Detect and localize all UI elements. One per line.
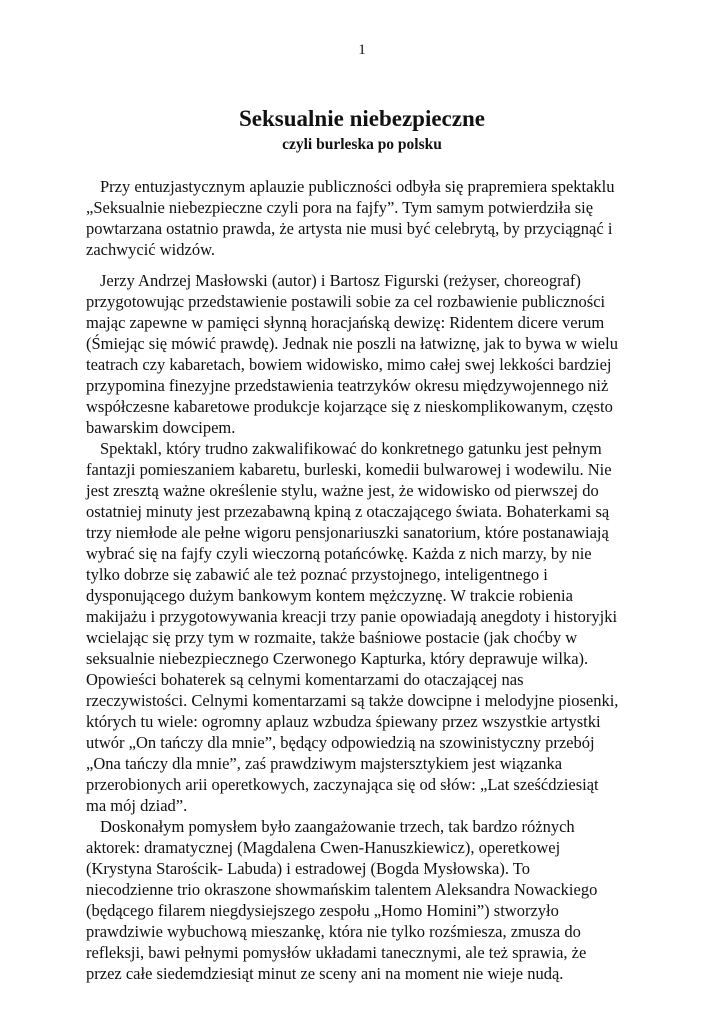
- text-line: Opowieści bohaterek są celnymi komentarzami do otaczającej nas: [86, 670, 524, 689]
- page-number: 1: [358, 42, 366, 58]
- text-line: (Śmiejąc się mówić prawdę). Jednak nie poszli na łatwiznę, jak to bywa w wielu: [86, 334, 618, 353]
- text-line: powtarzana ostatnio prawda, że artysta nie musi być celebrytą, by przyciągnąć i: [86, 219, 613, 238]
- text-line: prawdziwie wybuchową mieszankę, która nie tylko rozśmiesza, zmusza do: [86, 922, 581, 941]
- text-line: (będącego filarem niegdysiejszego zespołu „Homo Homini”) stworzyło: [86, 901, 559, 920]
- text-line: dysponującego dużym bankowym kontem mężczyznę. W trakcie robienia: [86, 586, 573, 605]
- text-line: Doskonałym pomysłem było zaangażowanie trzech, tak bardzo różnych: [100, 817, 575, 836]
- text-line: makijażu i przygotowywania kreacji trzy panie opowiadają anegdoty i historyjki: [86, 607, 618, 626]
- text-line: trzy niemłode ale pełne wigoru pensjonariuszki sanatorium, które postanawiają: [86, 523, 609, 542]
- text-line: ostatniej minuty jest przezabawną kpiną z otaczającego świata. Bohaterkami są: [86, 502, 610, 521]
- text-line: seksualnie niebezpiecznego Czerwonego Kapturka, który deprawuje wilka).: [86, 649, 589, 668]
- text-line: ma mój dziad”.: [86, 796, 188, 815]
- article-subtitle: czyli burleska po polsku: [282, 136, 442, 153]
- text-line: aktorek: dramatycznej (Magdalena Cwen-Hanuszkiewicz), operetkowej: [86, 838, 561, 857]
- text-line: Przy entuzjastycznym aplauzie publiczności odbyła się prapremiera spektaklu: [100, 177, 615, 196]
- text-line: niecodzienne trio okraszone showmańskim talentem Aleksandra Nowackiego: [86, 880, 598, 899]
- text-line: których tu wiele: ogromny aplauz wzbudza śpiewany przez wszystkie artystki: [86, 712, 601, 731]
- text-line: utwór „On tańczy dla mnie”, będący odpowiedzią na szowinistyczny przebój: [86, 733, 595, 752]
- text-line: przypomina finezyjne przedstawienia teatrzyków okresu międzywojennego niż: [86, 376, 609, 395]
- text-line: mając zapewne w pamięci słynną horacjańską dewizę: Ridentem dicere verum: [86, 313, 605, 332]
- text-line: przygotowując przedstawienie postawili sobie za cel rozbawienie publiczności: [86, 292, 606, 311]
- text-line: teatrach czy kabaretach, bowiem widowisko, mimo całej swej lekkości bardziej: [86, 355, 612, 374]
- text-line: przerobionych arii operetkowych, zaczynająca się od słów: „Lat sześćdziesiąt: [86, 775, 599, 794]
- paragraph-lines: [86, 270, 646, 438]
- text-line: fantazji pomieszaniem kabaretu, burleski, komedii bulwarowej i wodewilu. Nie: [86, 460, 612, 479]
- text-line: przez całe siedemdziesiąt minut ze sceny ani na moment nie wieje nudą.: [86, 964, 564, 983]
- paragraph-body: [86, 270, 646, 984]
- text-line: zachwycić widzów.: [86, 240, 216, 259]
- paragraph-lines: [86, 438, 646, 816]
- text-line: współczesne kabaretowe produkcje kojarzące się z nieskomplikowanym, często: [86, 397, 613, 416]
- text-line: Spektakl, który trudno zakwalifikować do konkretnego gatunku jest pełnym: [100, 439, 602, 458]
- paragraph-intro: [86, 176, 646, 260]
- text-line: (Krystyna Starościk- Labuda) i estradowej (Bogda Mysłowska). To: [86, 859, 530, 878]
- paragraph-lines: [86, 816, 646, 984]
- text-line: bawarskim dowcipem.: [86, 418, 236, 437]
- text-line: „Seksualnie niebezpieczne czyli pora na fajfy”. Tym samym potwierdziła się: [86, 198, 594, 217]
- text-line: wybrać się na fajfy czyli wieczorną potańcówkę. Każda z nich marzy, by nie: [86, 544, 592, 563]
- text-line: jest zresztą ważne określenie stylu, ważne jest, że widowisko od pierwszej do: [86, 481, 599, 500]
- text-line: „Ona tańczy dla mnie”, zaś prawdziwym majstersztykiem jest wiązanka: [86, 754, 563, 773]
- text-line: tylko dobrze się zabawić ale też poznać przystojnego, inteligentnego i: [86, 565, 548, 584]
- text-line: rzeczywistości. Celnymi komentarzami są także dowcipne i melodyjne piosenki,: [86, 691, 619, 710]
- text-line: wcielając się przy tym w rozmaite, także baśniowe postacie (jak choćby w: [86, 628, 578, 647]
- paragraph-lines: [86, 176, 646, 260]
- text-line: refleksji, bawi pełnymi pomysłów układami tanecznymi, ale też sprawia, że: [86, 943, 587, 962]
- article-title: Seksualnie niebezpieczne: [239, 106, 485, 131]
- text-line: Jerzy Andrzej Masłowski (autor) i Bartosz Figurski (reżyser, choreograf): [100, 271, 581, 290]
